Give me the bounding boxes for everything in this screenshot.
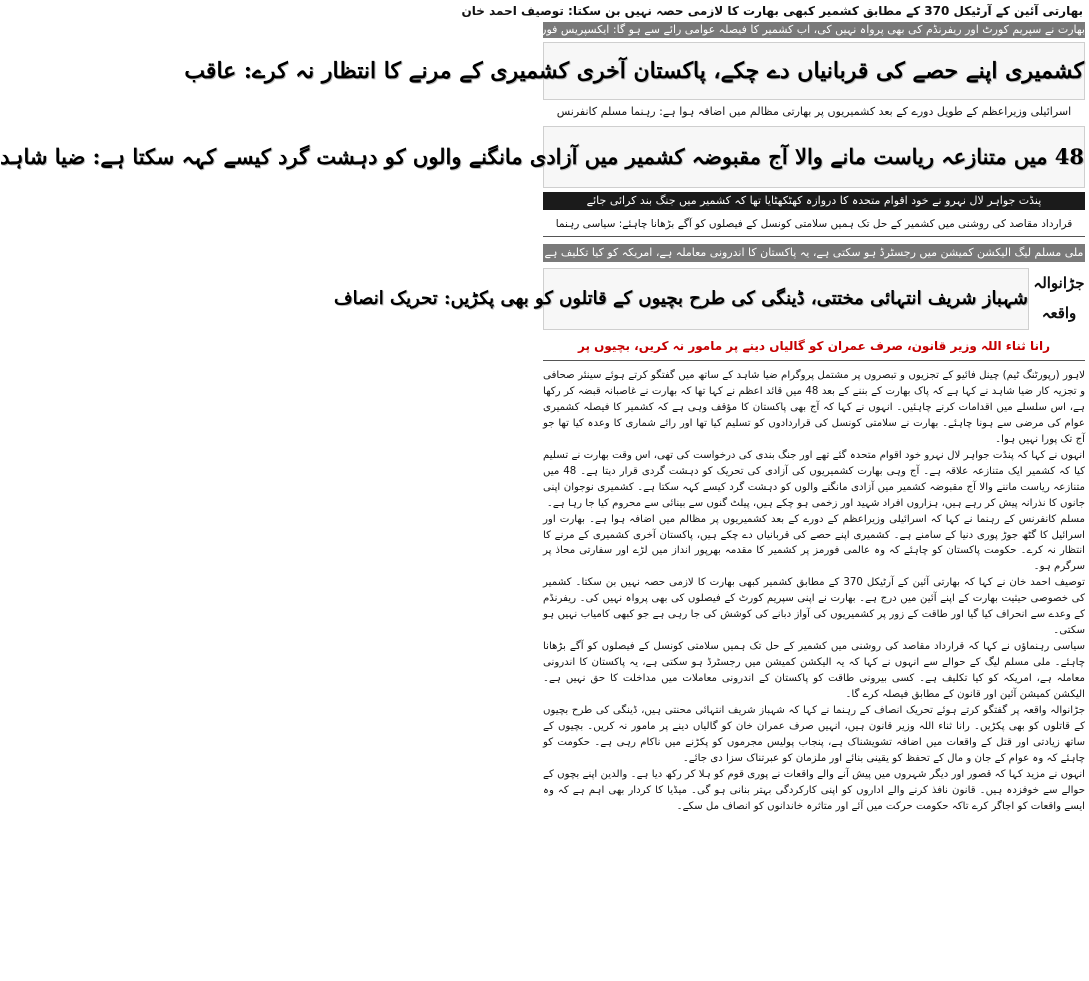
headline-1: کشمیری اپنے حصے کی قربانیاں دے چکے، پاکستان آخری کشمیری کے مرنے کا انتظار نہ کرے: عاقب (543, 42, 1085, 100)
article-paragraph: جڑانوالہ واقعہ پر گفتگو کرتے ہوئے تحریک انصاف کے رہنما نے کہا کہ شہباز شریف انتہائی محنتی ہیں، ڈینگی کی طرح بچیوں کے قاتلوں کو بھی پکڑیں۔ رانا ثناء اللہ وزیر قانون ہیں، انہیں صرف عمران خان کو گالیاں دینے پر مامور نہ کریں۔ بچیوں کے ساتھ زیادتی اور قتل کے واقعات میں اضافہ تشویشناک ہے، پنجاب پولیس مجرموں کو پکڑنے میں ناکام رہی ہے۔ حکومت کو چاہئے کہ وہ عوام کے جان و مال کے تحفظ کو یقینی بنائے اور ملزمان کو عبرتناک سزا دی جائے۔ (543, 705, 1085, 764)
divider (543, 360, 1085, 361)
red-headline: رانا ثناء اللہ وزیر قانون، صرف عمران کو گالیاں دینے پر مامور نہ کریں، بچیوں پر (577, 339, 1051, 353)
article-paragraph: مسلم کانفرنس کے رہنما نے کہا کہ اسرائیلی وزیراعظم کے دورے کے بعد کشمیریوں پر مظالم میں اضافہ ہوا ہے۔ بھارت اور اسرائیل کا گٹھ جوڑ پوری دنیا کے سامنے ہے۔ کشمیری اپنے حصے کی قربانیاں دے چکے ہیں، پاکستان آخری کشمیری کے مرنے کا انتظار نہ کرے۔ حکومت پاکستان کو چاہئے کہ وہ عالمی فورمز پر کشمیر کا مقدمہ بھرپور انداز میں لڑے اور سفارتی محاذ پر سرگرم ہو۔ (543, 513, 1085, 573)
article-paragraph: سیاسی رہنماؤں نے کہا کہ قرارداد مقاصد کی روشنی میں کشمیر کے حل تک ہمیں سلامتی کونسل کے فیصلوں کو آگے بڑھانا چاہئے۔ ملی مسلم لیگ کے حوالے سے انہوں نے کہا کہ یہ الیکشن کمیشن میں رجسٹرڈ ہو سکتی ہے، یہ پاکستان کا اندرونی معاملہ ہے، امریکہ کو کیا تکلیف ہے۔ کسی بیرونی طاقت کو پاکستان کے اندرونی معاملات میں مداخلت کا حق نہیں ہے۔ الیکشن کمیشن آئین اور قانون کے مطابق فیصلہ کرے گا۔ (543, 641, 1085, 701)
grey-band: ملی مسلم لیگ الیکشن کمیشن میں رجسٹرڈ ہو سکتی ہے، یہ پاکستان کا اندرونی معاملہ ہے، امریکہ کو کیا تکلیف ہے (543, 244, 1085, 262)
headline-2: 48 میں متنازعہ ریاست مانے والا آج مقبوضہ کشمیر میں آزادی مانگنے والوں کو دہشت گرد کیسے کہہ سکتا ہے: ضیا شاہد (543, 126, 1085, 188)
article-body (543, 368, 1085, 977)
article-paragraph: انہوں نے کہا کہ پنڈت جواہر لال نہرو خود اقوام متحدہ گئے تھے اور جنگ بندی کی درخواست کی تھی، اس وقت بھارت نے تسلیم کیا کہ کشمیر ایک متنازعہ علاقہ ہے۔ آج وہی بھارت کشمیریوں کی آزادی کی تحریک کو دہشت گردی قرار دیتا ہے۔ 48 میں متنازعہ ریاست ماننے والا آج مقبوضہ کشمیر میں آزادی مانگنے والوں کو دہشت گرد کیسے کہہ سکتا ہے۔ کشمیری نوجوان اپنی جانوں کا نذرانہ پیش کر رہے ہیں، ہزاروں افراد شہید اور زخمی ہو چکے ہیں، پیلٹ گنوں سے بینائی سے محروم کیا جا رہا ہے۔ (543, 449, 1085, 509)
top-headline: بھارتی آئین کے آرٹیکل 370 کے مطابق کشمیر کبھی بھارت کا لازمی حصہ نہیں بن سکتا: توصیف احمد خان (461, 4, 1083, 18)
divider (543, 236, 1085, 237)
black-band: پنڈت جواہر لال نہرو نے خود اقوام متحدہ کا دروازہ کھٹکھٹایا تھا کہ کشمیر میں جنگ بند کرائی جائے (543, 192, 1085, 210)
subline-1: اسرائیلی وزیراعظم کے طویل دورے کے بعد کشمیریوں پر بھارتی مظالم میں اضافہ ہوا ہے: رہنما مسلم کانفرنس (556, 105, 1072, 118)
article-paragraph: لاہور (رپورٹنگ ٹیم) چینل فائیو کے تجزیوں و تبصروں پر مشتمل پروگرام ضیا شاہد کے ساتھ میں گفتگو کرتے ہوئے سینئر صحافی و تجزیہ کار ضیا شاہد نے کہا ہے کہ پاک بھارت کے بننے کے بعد 48 میں قائد اعظم نے کہا تھا کہ بھارت نے غاصبانہ قبضہ کر رکھا ہے، اس سلسلے میں اقدامات کرنے چاہئیں۔ انہوں نے کہا کہ آج بھی پاکستان کا مؤقف وہی ہے کہ کشمیر کا فیصلہ کشمیری عوام کی مرضی سے ہونا چاہئے۔ بھارت نے سلامتی کونسل کی قراردادوں کو تسلیم کیا تھا اور رائے شماری کا وعدہ کیا تھا جو آج تک پورا نہیں ہوا۔ (543, 370, 1085, 445)
strap-2: قرارداد مقاصد کی روشنی میں کشمیر کے حل تک ہمیں سلامتی کونسل کے فیصلوں کو آگے بڑھانا چاہئے: سیاسی رہنما (555, 218, 1073, 230)
strap-band: بھارت نے سپریم کورٹ اور ریفرنڈم کی بھی پرواہ نہیں کی، اب کشمیر کا فیصلہ عوامی رائے سے ہو گا: ایکسپریس فورم (534, 23, 1085, 36)
article-paragraph: انہوں نے مزید کہا کہ قصور اور دیگر شہروں میں پیش آنے والے واقعات نے پوری قوم کو ہلا کر رکھ دیا ہے۔ والدین اپنے بچوں کے حوالے سے خوفزدہ ہیں۔ قانون نافذ کرنے والے اداروں کو اپنی کارکردگی بہتر بنانی ہو گی۔ میڈیا کا کردار بھی اہم ہے کہ وہ ایسے واقعات کو اجاگر کرے تاکہ حکومت حرکت میں آئے اور متاثرہ خاندانوں کو انصاف مل سکے۔ (543, 768, 1085, 812)
headline-3-side-label: جڑانوالہ واقعہ (1033, 274, 1085, 322)
headline-3: شہباز شریف انتہائی مختتی، ڈینگی کی طرح بچیوں کے قاتلوں کو بھی پکڑیں: تحریک انصاف (543, 268, 1029, 330)
article-paragraph: توصیف احمد خان نے کہا کہ بھارتی آئین کے آرٹیکل 370 کے مطابق کشمیر کبھی بھارت کا لازمی حصہ نہیں بن سکتا۔ کشمیر کی خصوصی حیثیت بھارت کے اپنے آئین میں درج ہے۔ بھارت نے اپنی سپریم کورٹ کے فیصلوں کی بھی پرواہ نہیں کی۔ ریفرنڈم کے وعدے سے انحراف کیا گیا اور طاقت کے زور پر کشمیریوں کی آواز دبانے کی کوشش کی جا رہی ہے جو کبھی کامیاب نہیں ہو سکتی۔ (543, 577, 1085, 637)
